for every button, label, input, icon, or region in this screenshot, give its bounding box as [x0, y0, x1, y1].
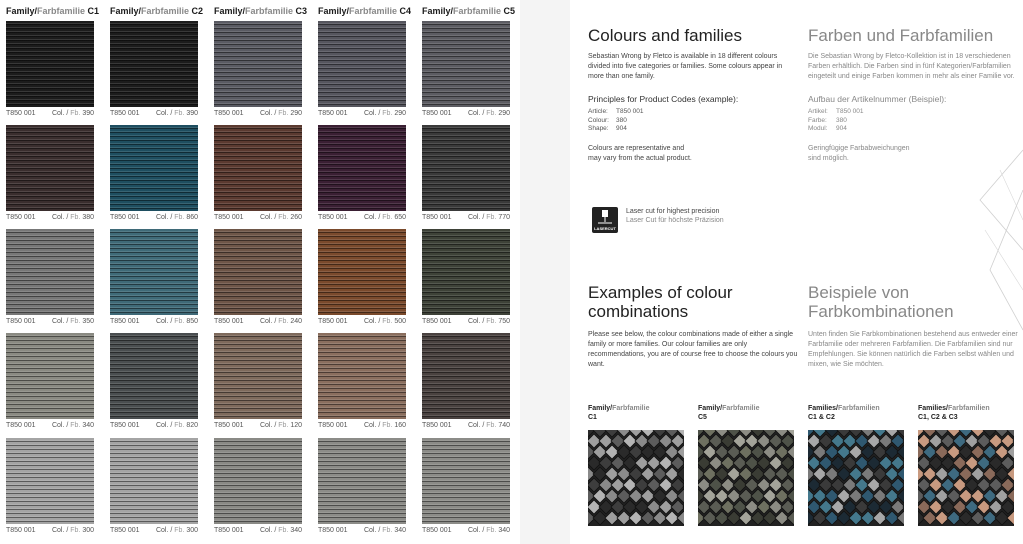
- code-key: Modul:: [808, 125, 828, 132]
- swatch-article-code: T850 001: [214, 422, 244, 429]
- carpet-swatch: [318, 438, 406, 524]
- combination-mosaic: [588, 430, 684, 526]
- swatch-colour-number: Col. / Fb. 340: [51, 422, 94, 429]
- colour-note-en: Colours are representative and may vary from the actual product.: [588, 145, 692, 162]
- swatch-article-code: T850 001: [214, 318, 244, 325]
- carpet-swatch: [214, 125, 302, 211]
- lasercut-text-en: Laser cut for highest precision: [626, 208, 720, 215]
- swatch-colour-number: Col. / Fb. 300: [155, 527, 198, 534]
- swatch-colour-number: Col. / Fb. 350: [51, 318, 94, 325]
- swatch-article-code: T850 001: [110, 110, 140, 117]
- swatch-article-code: T850 001: [422, 318, 452, 325]
- swatch-article-code: T850 001: [422, 110, 452, 117]
- code-key: Farbe:: [808, 116, 827, 124]
- swatch-article-code: T850 001: [214, 214, 244, 221]
- mosaic-pattern: [698, 430, 794, 526]
- code-value: 380: [616, 116, 627, 124]
- carpet-swatch: [422, 21, 510, 107]
- swatch-article-code: T850 001: [318, 527, 348, 534]
- carpet-swatch: [214, 21, 302, 107]
- swatch-article-code: T850 001: [6, 214, 36, 221]
- carpet-swatch: [422, 229, 510, 315]
- carpet-swatch: [214, 438, 302, 524]
- code-value: 380: [836, 116, 847, 124]
- swatch-article-code: T850 001: [318, 214, 348, 221]
- swatch-colour-number: Col. / Fb. 860: [155, 214, 198, 221]
- swatch-colour-number: Col. / Fb. 820: [155, 422, 198, 429]
- combination-label: Families/Farbfamilien C1 & C2: [808, 405, 880, 421]
- combination-mosaic: [918, 430, 1014, 526]
- swatch-article-code: T850 001: [110, 318, 140, 325]
- carpet-swatch: [6, 333, 94, 419]
- carpet-swatch: [6, 125, 94, 211]
- code-value: 904: [616, 125, 627, 132]
- carpet-swatch: [110, 333, 198, 419]
- swatch-article-code: T850 001: [422, 214, 452, 221]
- combination-label: Family/Farbfamilie C1: [588, 405, 650, 421]
- carpet-swatch: [110, 229, 198, 315]
- examples-title-en: Examples of colour combinations: [588, 283, 733, 321]
- code-value: T850 001: [836, 108, 864, 115]
- swatch-colour-number: Col. / Fb. 340: [363, 527, 406, 534]
- carpet-swatch: [6, 438, 94, 524]
- code-key: Artikel:: [808, 108, 828, 115]
- carpet-swatch: [214, 229, 302, 315]
- swatch-colour-number: Col. / Fb. 850: [155, 318, 198, 325]
- swatch-article-code: T850 001: [6, 110, 36, 117]
- combination-label: Families/Farbfamilien C1, C2 & C3: [918, 405, 990, 421]
- swatch-article-code: T850 001: [318, 110, 348, 117]
- combination-label: Family/Farbfamilie C5: [698, 405, 760, 421]
- product-codes-title-en: Principles for Product Codes (example):: [588, 94, 739, 104]
- lasercut-text: [626, 207, 724, 225]
- swatch-colour-number: Col. / Fb. 290: [467, 110, 510, 117]
- page-gutter: [520, 0, 570, 544]
- combination-mosaic: [698, 430, 794, 526]
- carpet-swatch: [422, 333, 510, 419]
- colours-families-title: Colours and families: [588, 26, 743, 45]
- swatch-colour-number: Col. / Fb. 750: [467, 318, 510, 325]
- swatch-article-code: T850 001: [214, 527, 244, 534]
- swatch-colour-number: Col. / Fb. 500: [363, 318, 406, 325]
- swatch-colour-number: Col. / Fb. 650: [363, 214, 406, 221]
- examples-text-de: Unten finden Sie Farbkombinationen bestehend aus entweder einer Farbfamilie oder mehreren Farbfamilien. Die Farbfamilien sind nur Empfehlungen. Sie können natürlich die Farben selbst wählen und mixen, wie Sie möchten.: [808, 331, 1018, 368]
- intro-text-de: Die Sebastian Wrong by Fletco-Kollektion ist in 18 verschiedenen Farben erhältlich. Die Farben sind in fünf Kategorien/Farbfamilien eingeteilt und einige Farben kommen in mehr als einer Familie vor.: [808, 53, 1015, 80]
- farben-farbfamilien-title: Farben und Farbfamilien: [808, 26, 994, 45]
- swatch-colour-number: Col. / Fb. 390: [51, 110, 94, 117]
- swatch-colour-number: Col. / Fb. 390: [155, 110, 198, 117]
- family-column-header: Family/Farbfamilie C1: [6, 6, 100, 16]
- swatch-colour-number: Col. / Fb. 260: [259, 214, 302, 221]
- swatch-colour-number: Col. / Fb. 340: [259, 527, 302, 534]
- code-key: Article:: [588, 108, 608, 115]
- swatch-colour-number: Col. / Fb. 770: [467, 214, 510, 221]
- product-codes-title-de: Aufbau der Artikelnummer (Beispiel):: [808, 94, 947, 104]
- carpet-swatch: [110, 21, 198, 107]
- product-codes-de: [808, 108, 863, 134]
- swatch-article-code: T850 001: [318, 422, 348, 429]
- intro-text-en: Sebastian Wrong by Fletco is available in 18 different colours divided into five categories or families. Some colours appear in more than one family.: [588, 53, 783, 80]
- family-column-header: Family/Farbfamilie C3: [214, 6, 308, 16]
- code-value: T850 001: [616, 108, 644, 115]
- family-column-header: Family/Farbfamilie C4: [318, 6, 412, 16]
- mosaic-pattern: [808, 430, 904, 526]
- carpet-swatch: [6, 21, 94, 107]
- swatch-colour-number: Col. / Fb. 300: [51, 527, 94, 534]
- swatch-colour-number: Col. / Fb. 160: [363, 422, 406, 429]
- carpet-swatch: [110, 438, 198, 524]
- mosaic-pattern: [588, 430, 684, 526]
- carpet-swatch: [214, 333, 302, 419]
- swatch-article-code: T850 001: [422, 422, 452, 429]
- examples-text-en: Please see below, the colour combinations made of either a single family or more families. Our colour families are only recommendations, you are of course free to choose the colours you want.: [588, 331, 798, 368]
- carpet-swatch: [422, 438, 510, 524]
- swatch-colour-number: Col. / Fb. 120: [259, 422, 302, 429]
- swatch-article-code: T850 001: [422, 527, 452, 534]
- lasercut-icon: [592, 207, 618, 233]
- code-value: 904: [836, 125, 847, 132]
- swatch-article-code: T850 001: [110, 214, 140, 221]
- code-key: Colour:: [588, 116, 609, 124]
- carpet-swatch: [422, 125, 510, 211]
- combination-mosaic: [808, 430, 904, 526]
- family-column-header: Family/Farbfamilie C5: [422, 6, 516, 16]
- mosaic-pattern: [918, 430, 1014, 526]
- carpet-swatch: [318, 125, 406, 211]
- swatch-article-code: T850 001: [110, 422, 140, 429]
- code-key: Shape:: [588, 125, 609, 132]
- product-codes-en: [588, 108, 643, 134]
- swatch-article-code: T850 001: [318, 318, 348, 325]
- examples-title-de: Beispiele von Farbkombinationen: [808, 283, 954, 321]
- colour-note-de: Geringfügige Farbabweichungen sind möglich.: [808, 145, 910, 162]
- swatch-article-code: T850 001: [214, 110, 244, 117]
- laser-beam-icon: [592, 207, 618, 227]
- swatch-article-code: T850 001: [6, 318, 36, 325]
- carpet-swatch: [110, 125, 198, 211]
- carpet-swatch: [318, 333, 406, 419]
- carpet-swatch: [318, 21, 406, 107]
- swatch-colour-number: Col. / Fb. 290: [259, 110, 302, 117]
- lasercut-icon-label: LASERCUT: [594, 226, 616, 231]
- swatch-colour-number: Col. / Fb. 290: [363, 110, 406, 117]
- swatch-article-code: T850 001: [6, 422, 36, 429]
- carpet-swatch: [6, 229, 94, 315]
- swatch-colour-number: Col. / Fb. 380: [51, 214, 94, 221]
- swatch-colour-number: Col. / Fb. 240: [259, 318, 302, 325]
- lasercut-text-de: Laser Cut für höchste Präzision: [626, 217, 724, 224]
- swatch-colour-number: Col. / Fb. 340: [467, 527, 510, 534]
- carpet-swatch: [318, 229, 406, 315]
- family-column-header: Family/Farbfamilie C2: [110, 6, 204, 16]
- swatch-article-code: T850 001: [110, 527, 140, 534]
- swatch-colour-number: Col. / Fb. 740: [467, 422, 510, 429]
- swatch-article-code: T850 001: [6, 527, 36, 534]
